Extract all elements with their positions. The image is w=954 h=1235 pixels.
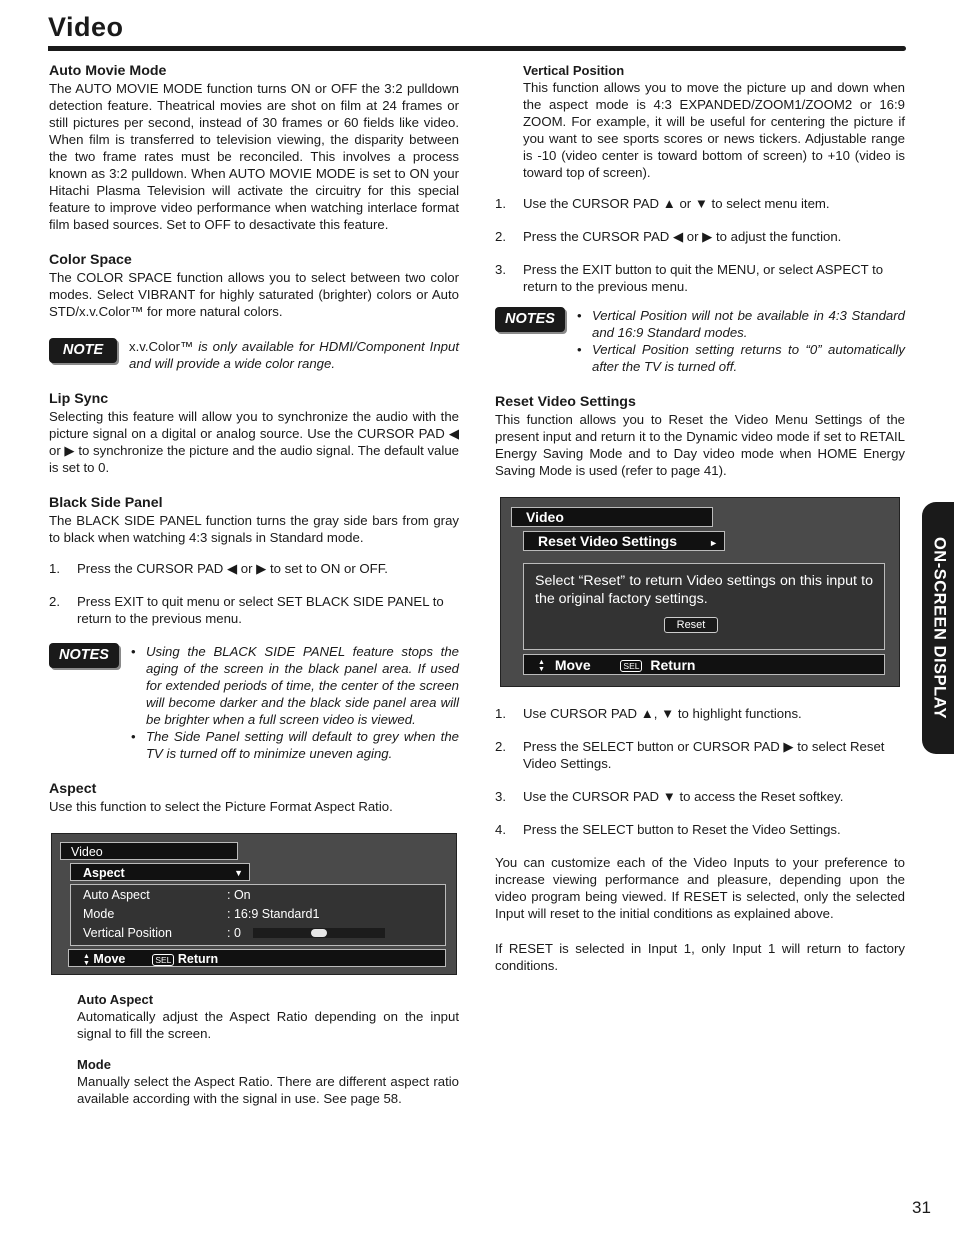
slider-thumb[interactable] (311, 929, 327, 937)
vertical-position-steps (495, 195, 905, 295)
black-side-panel-notes (49, 643, 459, 762)
list-item: 1. Use the CURSOR PAD ▲ or ▼ to select menu item. (495, 196, 830, 211)
list-item: 2. Press EXIT to quit menu or select SET BLACK SIDE PANEL to return to the previous menu. (49, 594, 444, 626)
color-space-heading: Color Space (49, 252, 132, 268)
auto-aspect-heading: Auto Aspect (77, 992, 154, 1007)
reset-steps (495, 705, 905, 838)
menu-title: Video (526, 509, 564, 525)
list-item: 4. Press the SELECT button to Reset the Video Settings. (495, 822, 841, 837)
vertical-position-notes (495, 307, 905, 375)
page-number: 31 (912, 1198, 931, 1217)
left-column (49, 62, 459, 1107)
reset-button[interactable]: Reset (664, 617, 718, 633)
vertical-position-body: This function allows you to move the picture up and down when the aspect mode is 4:3 EXPANDED/ZOOM1/ZOOM2 or 16:9 ZOOM. For example, it will be useful for centering the picture if you want to see sports scores or news tickers. Adjustable range is -10 (video center is toward bottom of screen) to +10 (video is toward top of screen). (523, 80, 905, 180)
list-item: 2. Press the SELECT button or CURSOR PAD ▶ to select Reset Video Settings. (495, 739, 885, 771)
list-item: 3. Use the CURSOR PAD ▼ to access the Reset softkey. (495, 789, 844, 804)
sel-key-icon: SEL (620, 660, 642, 672)
menu-value-mode: : 16:9 Standard1 (227, 907, 320, 921)
up-down-arrow-icon: ▲ ▼ (83, 952, 90, 967)
list-item: • The Side Panel setting will default to grey when the TV is turned off to minimize uneven aging. (131, 728, 459, 762)
menu-value-auto-aspect: : On (227, 888, 251, 902)
chevron-right-icon: ► (709, 538, 718, 548)
mode-body: Manually select the Aspect Ratio. There are different aspect ratio available according with the signal in use. See page 58. (77, 1074, 459, 1106)
note-content (129, 338, 459, 372)
black-side-panel-heading: Black Side Panel (49, 495, 163, 511)
reset-paragraph-1: You can customize each of the Video Inputs to your preference to increase viewing performance and pleasure, depending upon the video program being viewed. If RESET is selected, only the selected Input will reset to the initial conditions as explained above. (495, 855, 905, 921)
notes-badge: NOTES (495, 307, 565, 332)
color-space-note (49, 338, 459, 372)
side-tab-label: ON-SCREEN DISPLAY (930, 536, 949, 720)
list-item: 2. Press the CURSOR PAD ◀ or ▶ to adjust the function. (495, 229, 842, 244)
menu-title: Video (71, 845, 103, 859)
black-side-panel-body: The BLACK SIDE PANEL function turns the gray side bars from gray to black when watching 4:3 signals in Standard mode. (49, 513, 459, 545)
menu-footer: ▲ ▼ Move SEL Return (523, 654, 885, 675)
menu-row-mode[interactable]: Mode (83, 907, 115, 921)
list-item: • Vertical Position setting returns to “0” automatically after the TV is turned off. (577, 341, 905, 375)
menu-footer: ▲ ▼ Move SEL Return (68, 949, 446, 967)
section-side-tab (922, 502, 954, 754)
aspect-body: Use this function to select the Picture Format Aspect Ratio. (49, 799, 393, 814)
reset-selected-item[interactable]: Reset Video Settings ► (523, 531, 725, 551)
reset-message-panel (523, 563, 885, 650)
auto-movie-body: The AUTO MOVIE MODE function turns ON or OFF the 3:2 pulldown detection feature. Theatrical movies are shot on film at 24 frames or still pictures per second, instead of 30 frames or 60 fields like video. When film is transferred to television viewing, the disparity between the two frame rates must be reconciled. This involves a process known as 3:2 pulldown. When AUTO MOVIE MODE is set to ON your Hitachi Plasma Television will activate the circuitry for this special feature to improve video performance when watching interlace format film based sources. Set to OFF to desactivate this feature. (49, 81, 459, 232)
mode-heading: Mode (77, 1057, 111, 1072)
list-item: • Using the BLACK SIDE PANEL feature stops the aging of the screen in the black panel area. If used for extended periods of time, the center of the screen will become darker and the black side panel area will be brighter when a full screen video is viewed. (131, 643, 459, 728)
aspect-selected-item[interactable]: Aspect ▼ (70, 863, 250, 881)
vertical-position-heading: Vertical Position (523, 63, 625, 78)
menu-title-bar (60, 842, 238, 860)
reset-heading: Reset Video Settings (495, 394, 636, 410)
color-space-body: The COLOR SPACE function allows you to select between two color modes. Select VIBRANT for highly saturated (brighter) colors or Auto STD/x.v.Color™ for more natural colors. (49, 270, 459, 319)
lip-sync-body: Selecting this feature will allow you to synchronize the audio with the picture signal on a digital or analog source. Use the CURSOR PAD ◀ or ▶ to synchronize the picture and the audio signal. The default value is set to 0. (49, 409, 459, 475)
menu-value-vertical-position: : 0 (227, 926, 241, 940)
list-item: 3. Press the EXIT button to quit the MENU, or select ASPECT to return to the previous menu. (495, 262, 884, 294)
notes-badge: NOTES (49, 643, 119, 668)
list-item: 1. Press the CURSOR PAD ◀ or ▶ to set to ON or OFF. (49, 561, 388, 576)
page-title: Video (48, 12, 124, 42)
menu-row-auto-aspect[interactable]: Auto Aspect (83, 888, 150, 902)
right-column (495, 62, 905, 974)
reset-menu (500, 497, 900, 687)
note-text: is only available for HDMI/Component Input and will provide a wide color range. (129, 339, 459, 371)
reset-paragraph-2: If RESET is selected in Input 1, only Input 1 will return to factory conditions. (495, 941, 905, 973)
black-side-panel-steps (49, 560, 459, 627)
aspect-heading: Aspect (49, 781, 97, 797)
dropdown-arrow-icon: ▼ (234, 868, 243, 878)
note-badge: NOTE (49, 338, 117, 363)
auto-aspect-body: Automatically adjust the Aspect Ratio depending on the input signal to fill the screen. (77, 1009, 459, 1041)
sel-key-icon: SEL (152, 954, 174, 966)
reset-message: Select “Reset” to return Video settings on this input to the original factory settings. (535, 573, 873, 607)
lip-sync-heading: Lip Sync (49, 391, 109, 407)
auto-movie-heading: Auto Movie Mode (49, 63, 167, 79)
title-rule (48, 46, 906, 51)
aspect-menu (51, 833, 457, 975)
aspect-options-panel (70, 884, 446, 946)
list-item: 1. Use CURSOR PAD ▲, ▼ to highlight functions. (495, 706, 802, 721)
menu-row-vertical-position[interactable]: Vertical Position (83, 926, 172, 940)
up-down-arrow-icon: ▲ ▼ (538, 659, 545, 674)
menu-title-bar (511, 507, 713, 527)
reset-body: This function allows you to Reset the Video Menu Settings of the present input and return it to the Dynamic video mode if set to RETAIL Energy Saving Mode and to Day video mode when HOME Energy Saving Mode is used (refer to page 41). (495, 412, 905, 478)
note-prefix: x.v.Color™ (129, 339, 199, 354)
list-item: • Vertical Position will not be available in 4:3 Standard and 16:9 Standard modes. (577, 307, 905, 341)
vertical-position-slider[interactable] (253, 928, 385, 938)
